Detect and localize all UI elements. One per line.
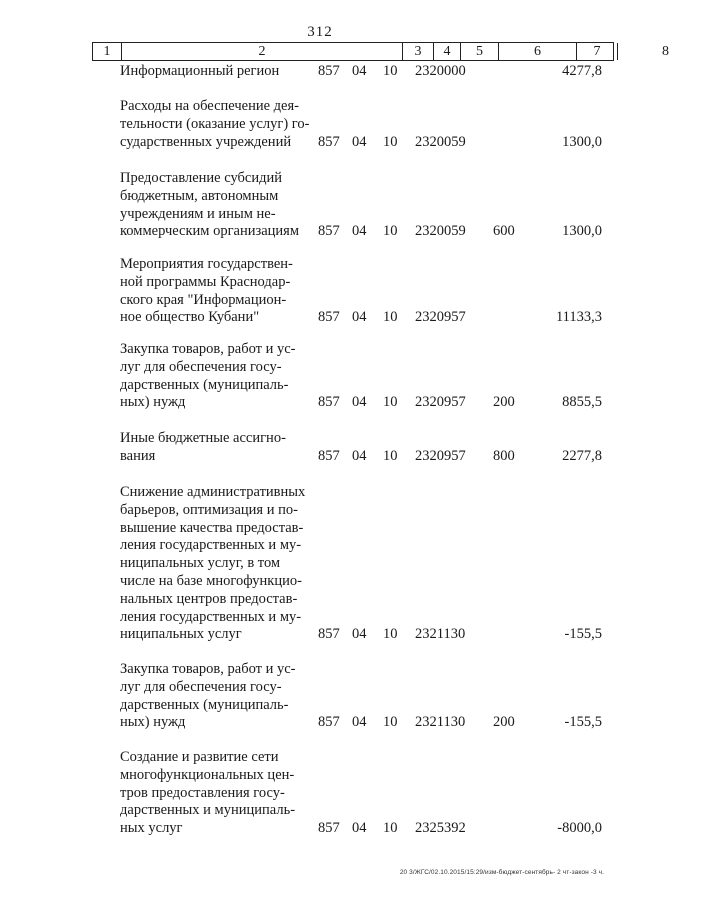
header-col-7: 7 <box>577 43 618 60</box>
row-c5: 10 <box>383 820 398 837</box>
row-c4: 04 <box>352 394 367 411</box>
row-description-line: ского края "Информацион- <box>120 291 287 308</box>
row-c6: 2320059 <box>415 133 466 150</box>
row-c7: 600 <box>493 223 515 240</box>
table-header <box>92 42 669 61</box>
row-c6: 2320957 <box>415 309 466 326</box>
row-description-line: дарственных и муниципаль- <box>120 802 296 819</box>
row-description-line: Создание и развитие сети <box>120 749 279 765</box>
header-col-1: 1 <box>93 43 122 60</box>
row-description <box>120 63 310 81</box>
row-c3: 857 <box>318 223 340 240</box>
row-description-line: тельности (оказание услуг) го- <box>120 115 310 132</box>
row-c4: 04 <box>352 626 367 643</box>
row-c4: 04 <box>352 63 367 79</box>
row-c8: 1300,0 <box>562 223 602 240</box>
header-col-5: 5 <box>461 43 499 60</box>
row-c7: 200 <box>493 714 515 731</box>
row-description-line: бюджетным, автономным <box>120 187 279 204</box>
row-c6: 2321130 <box>415 714 466 731</box>
row-description-line: тров предоставления госу- <box>120 784 285 801</box>
footer-filename: 20 3/ЖГС/02.10.2015/15:29/изм-бюджет-сентябрь- 2 чт-закон -3 ч. <box>399 869 604 876</box>
row-description-line: Снижение административных <box>120 484 306 500</box>
row-c4: 04 <box>352 820 367 837</box>
row-description-line: коммерческим организациям <box>120 223 300 240</box>
row-description-line: Предоставление субсидий <box>120 170 283 186</box>
row-c3: 857 <box>318 447 340 464</box>
row-c3: 857 <box>318 394 340 411</box>
row-c5: 10 <box>383 626 398 643</box>
row-description-line: ных) нужд <box>120 394 186 411</box>
row-c5: 10 <box>383 133 398 150</box>
row-c4: 04 <box>352 223 367 240</box>
row-description-line: Закупка товаров, работ и ус- <box>120 341 296 357</box>
row-description-line: ное общество Кубани" <box>120 309 260 326</box>
row-description-line: барьеров, оптимизация и по- <box>120 501 298 518</box>
row-description-line: дарственных (муниципаль- <box>120 376 289 393</box>
row-c6: 2325392 <box>415 820 466 837</box>
header-col-4: 4 <box>434 43 461 60</box>
row-c5: 10 <box>383 714 398 731</box>
row-c3: 857 <box>318 309 340 326</box>
header-col-3: 3 <box>403 43 434 60</box>
row-c8: -8000,0 <box>557 820 602 837</box>
row-description <box>120 484 310 644</box>
row-c3: 857 <box>318 626 340 643</box>
row-c5: 10 <box>383 223 398 240</box>
row-description <box>120 98 310 151</box>
row-c6: 2320957 <box>415 394 466 411</box>
row-c5: 10 <box>383 63 398 79</box>
row-description-line: вышение качества предостав- <box>120 519 304 536</box>
row-description-line: Иные бюджетные ассигно- <box>120 430 286 446</box>
row-c3: 857 <box>318 63 340 79</box>
row-description-line: Мероприятия государствен- <box>120 256 293 272</box>
row-description-line: ных услуг <box>120 820 183 837</box>
row-c8: -155,5 <box>564 626 602 643</box>
row-description-line: Расходы на обеспечение дея- <box>120 98 299 114</box>
row-description <box>120 430 310 466</box>
row-c5: 10 <box>383 309 398 326</box>
row-description-line: луг для обеспечения госу- <box>120 678 282 695</box>
row-c3: 857 <box>318 133 340 150</box>
row-c6: 2320000 <box>415 63 466 79</box>
row-description-line: числе на базе многофункцио- <box>120 572 302 589</box>
row-c8: 11133,3 <box>555 309 602 326</box>
row-c8: -155,5 <box>564 714 602 731</box>
row-c8: 1300,0 <box>562 133 602 150</box>
row-c5: 10 <box>383 447 398 464</box>
row-description-line: луг для обеспечения госу- <box>120 358 282 375</box>
row-c6: 2320957 <box>415 447 466 464</box>
row-c3: 857 <box>318 714 340 731</box>
row-c8: 8855,5 <box>562 394 602 411</box>
row-description-line: Закупка товаров, работ и ус- <box>120 661 296 677</box>
row-c6: 2320059 <box>415 223 466 240</box>
row-c6: 2321130 <box>415 626 466 643</box>
row-description-line: учреждениям и иным не- <box>120 205 276 222</box>
row-description-line: ных) нужд <box>120 714 186 731</box>
row-description-line: ниципальных услуг <box>120 626 242 643</box>
row-description-line: ления государственных и му- <box>120 537 302 554</box>
row-c4: 04 <box>352 133 367 150</box>
header-col-2: 2 <box>122 43 403 60</box>
row-description <box>120 256 310 327</box>
row-c7: 200 <box>493 394 515 411</box>
row-c4: 04 <box>352 714 367 731</box>
row-c4: 04 <box>352 309 367 326</box>
header-col-8: 8 <box>662 44 669 59</box>
row-c5: 10 <box>383 394 398 411</box>
page-number: 312 <box>307 24 333 40</box>
row-c8: 4277,8 <box>562 63 602 79</box>
row-description-line: нальных центров предостав- <box>120 590 298 607</box>
header-col-6: 6 <box>499 43 577 60</box>
row-description-line: ниципальных услуг, в том <box>120 555 281 572</box>
row-c7: 800 <box>493 447 515 464</box>
row-description-line: сударственных учреждений <box>120 133 292 150</box>
row-description-line: Информационный регион <box>120 63 280 79</box>
row-description-line: ной программы Краснодар- <box>120 273 291 290</box>
row-description <box>120 749 310 838</box>
row-description-line: ления государственных и му- <box>120 608 302 625</box>
row-description-line: многофункциональных цен- <box>120 766 295 783</box>
row-description <box>120 341 310 412</box>
row-description-line: вания <box>120 447 156 464</box>
row-c3: 857 <box>318 820 340 837</box>
row-c8: 2277,8 <box>562 447 602 464</box>
row-description-line: дарственных (муниципаль- <box>120 696 289 713</box>
row-description <box>120 661 310 732</box>
row-c4: 04 <box>352 447 367 464</box>
row-description <box>120 170 310 241</box>
